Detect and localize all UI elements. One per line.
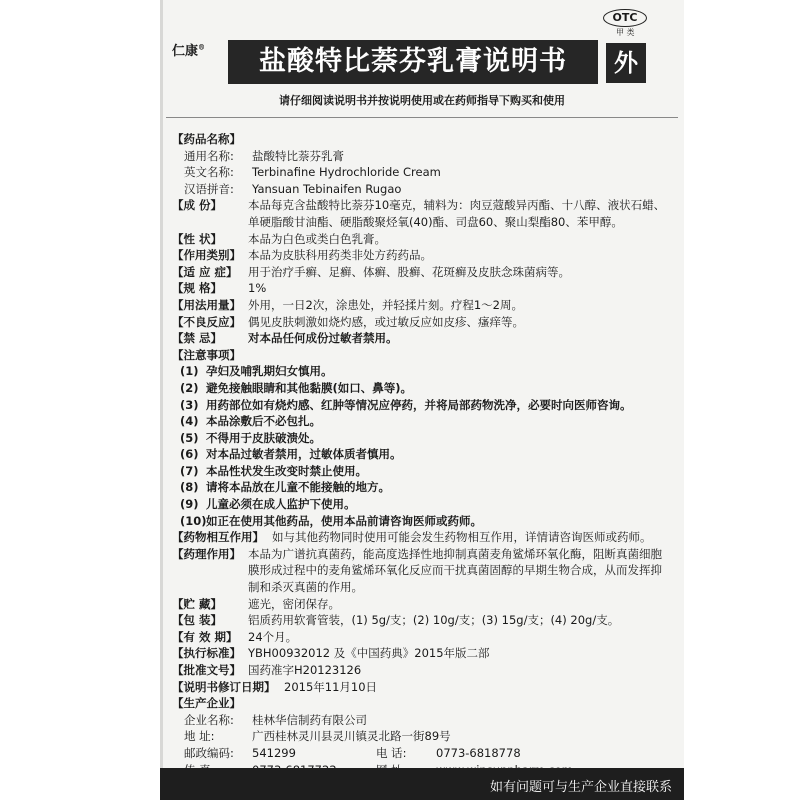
appearance-value: 本品为白色或类白色乳膏。	[248, 231, 386, 246]
precaution-number: (7)	[180, 463, 199, 478]
category-row	[172, 247, 672, 264]
zip-value: 541299	[252, 745, 296, 760]
pharmacology-label: 【药理作用】	[172, 546, 241, 561]
precaution-text: 本品涂敷后不必包扎。	[206, 414, 321, 429]
contraindication-value: 对本品任何成份过敏者禁用。	[248, 331, 398, 346]
company-name-value: 桂林华信制药有限公司	[252, 712, 367, 727]
external-use-mark: 外	[606, 43, 646, 83]
approval-value: 国药准字H20123126	[248, 663, 362, 677]
validity-row	[172, 629, 672, 646]
appearance-label: 【性 状】	[172, 231, 223, 246]
precaution-number: (1)	[180, 364, 199, 379]
company-name-row	[172, 712, 672, 729]
pharmacology-value: 本品为广谱抗真菌药，能高度选择性地抑制真菌麦角鲨烯环氧化酶，阻断真菌细胞膜形成过程中的麦角鲨烯环氧化反应而干扰真菌固醇的早期生物合成，从而发挥抑制和杀灭真菌的作用。	[248, 546, 662, 595]
drug-name-header: 【药品名称】	[172, 132, 241, 146]
precaution-number: (10)	[180, 513, 207, 528]
composition-value: 本品每克含盐酸特比萘芬10毫克，辅料为：肉豆蔻酸异丙酯、十八醇、液状石蜡、单硬脂酸甘油酯、硬脂酸聚烃氧(40)酯、司盘60、聚山梨酯80、苯甲醇。	[248, 198, 666, 229]
precaution-text: 儿童必须在成人监护下使用。	[206, 497, 356, 512]
approval-label: 【批准文号】	[172, 663, 241, 677]
spec-label: 【规 格】	[172, 281, 223, 296]
leaflet-sheet	[160, 0, 684, 800]
brand-logo	[172, 40, 205, 59]
pinyin-value: Yansuan Tebinaifen Rugao	[252, 181, 402, 196]
english-name-value: Terbinafine Hydrochloride Cream	[252, 165, 441, 180]
precaution-text: 用药部位如有烧灼感、红肿等情况应停药，并将局部药物洗净，必要时向医师咨询。	[206, 397, 632, 412]
precaution-item	[172, 446, 672, 463]
precaution-item	[172, 363, 672, 380]
usage-row	[172, 297, 672, 314]
brand-name: 仁康	[172, 44, 199, 59]
common-name-row	[172, 148, 672, 165]
storage-row	[172, 596, 672, 613]
composition-row	[172, 197, 672, 230]
precaution-number: (5)	[180, 430, 199, 445]
precaution-text: 孕妇及哺乳期妇女慎用。	[206, 364, 333, 379]
phone-value: 0773-6818778	[436, 745, 521, 760]
reading-instruction: 请仔细阅读说明书并按说明使用或在药师指导下购买和使用	[279, 94, 565, 107]
precaution-item	[172, 513, 672, 530]
footer-contact-note: 如有问题可与生产企业直接联系	[489, 780, 672, 795]
package-row	[172, 612, 672, 629]
manufacturer-header: 【生产企业】	[172, 696, 241, 711]
revision-label: 【说明书修订日期】	[172, 679, 276, 694]
indication-value: 用于治疗手癣、足癣、体癣、股癣、花斑癣及皮肤念珠菌病等。	[248, 264, 570, 279]
precautions-header: 【注意事项】	[172, 347, 241, 362]
pharmacology-row	[172, 546, 672, 596]
precaution-text: 不得用于皮肤破溃处。	[206, 430, 321, 445]
precaution-item	[172, 496, 672, 513]
standard-label: 【执行标准】	[172, 646, 241, 661]
package-value: 铝质药用软膏管装，(1) 5g/支；(2) 10g/支；(3) 15g/支；(4) 20g/支。	[248, 613, 620, 628]
precaution-item	[172, 380, 672, 397]
zip-phone-row	[172, 745, 672, 762]
appearance-row	[172, 231, 672, 248]
precaution-text: 对本品过敏者禁用，过敏体质者慎用。	[206, 447, 402, 462]
common-name-value: 盐酸特比萘芬乳膏	[252, 148, 344, 163]
package-label: 【包 装】	[172, 613, 223, 628]
common-name-label: 通用名称:	[184, 148, 234, 163]
precaution-number: (8)	[180, 480, 199, 495]
precaution-item	[172, 479, 672, 496]
pinyin-row	[172, 181, 672, 198]
category-value: 本品为皮肤科用药类非处方药药品。	[248, 248, 432, 263]
interaction-value: 如与其他药物同时使用可能会发生药物相互作用，详情请咨询医师或药师。	[272, 530, 652, 545]
precaution-text: 本品性状发生改变时禁止使用。	[206, 463, 367, 478]
precaution-item	[172, 463, 672, 480]
precaution-number: (6)	[180, 447, 199, 462]
document-title: 盐酸特比萘芬乳膏说明书	[228, 40, 598, 84]
interaction-row	[172, 529, 672, 546]
company-name-label: 企业名称:	[184, 712, 234, 727]
validity-value: 24个月。	[248, 629, 298, 644]
zip-label: 邮政编码:	[184, 745, 234, 760]
indication-row	[172, 264, 672, 281]
contraindication-label: 【禁 忌】	[172, 331, 223, 346]
storage-value: 遮光，密闭保存。	[248, 596, 340, 611]
english-name-row	[172, 164, 672, 181]
spec-row	[172, 280, 672, 297]
registered-mark: ®	[198, 42, 206, 52]
precaution-text: 请将本品放在儿童不能接触的地方。	[206, 480, 390, 495]
precaution-number: (4)	[180, 414, 199, 429]
contraindication-row	[172, 330, 672, 347]
divider	[166, 117, 678, 118]
standard-row	[172, 645, 672, 662]
precaution-text: 避免接触眼睛和其他黏膜(如口、鼻等)。	[206, 380, 413, 395]
revision-row	[172, 679, 672, 696]
adverse-value: 偶见皮肤刺激如烧灼感，或过敏反应如皮疹、瘙痒等。	[248, 314, 524, 329]
storage-label: 【贮 藏】	[172, 596, 223, 611]
validity-label: 【有 效 期】	[172, 629, 238, 644]
company-address-row	[172, 728, 672, 745]
otc-category: 甲 类	[616, 28, 635, 37]
category-label: 【作用类别】	[172, 248, 241, 263]
precaution-item	[172, 413, 672, 430]
precaution-text: 如正在使用其他药品，使用本品前请咨询医师或药师。	[206, 513, 482, 528]
spec-value: 1%	[248, 281, 267, 296]
otc-badge: OTC	[603, 9, 647, 27]
footer-bar	[160, 768, 684, 800]
precaution-item	[172, 430, 672, 447]
precaution-number: (9)	[180, 497, 199, 512]
adverse-label: 【不良反应】	[172, 314, 241, 329]
usage-value: 外用，一日2次，涂患处，并轻揉片刻。疗程1～2周。	[248, 297, 523, 312]
leaflet-content	[172, 131, 672, 778]
composition-label: 【成 份】	[172, 198, 223, 213]
revision-value: 2015年11月10日	[284, 679, 378, 694]
company-address-label: 地 址:	[184, 729, 215, 744]
indication-label: 【适 应 症】	[172, 264, 238, 279]
interaction-label: 【药物相互作用】	[172, 530, 264, 545]
approval-row	[172, 662, 672, 679]
precaution-item	[172, 397, 672, 414]
pinyin-label: 汉语拼音:	[184, 181, 234, 196]
precaution-number: (2)	[180, 380, 199, 395]
adverse-row	[172, 314, 672, 331]
precaution-number: (3)	[180, 397, 199, 412]
company-address-value: 广西桂林灵川县灵川镇灵北路一街89号	[252, 729, 451, 744]
phone-label: 电 话:	[376, 745, 407, 760]
english-name-label: 英文名称:	[184, 165, 234, 180]
standard-value: YBH00932012 及《中国药典》2015年版二部	[248, 646, 490, 661]
usage-label: 【用法用量】	[172, 297, 241, 312]
